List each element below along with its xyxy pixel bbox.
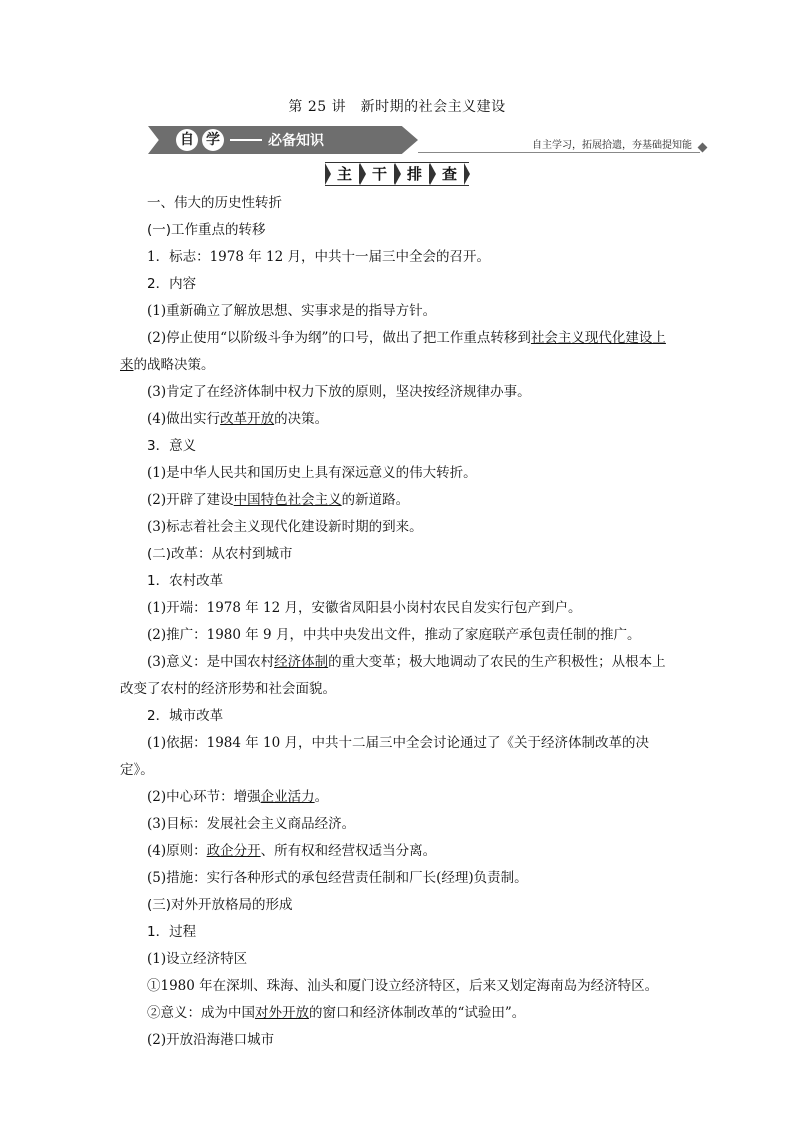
key-term: 社会主义现代化建设上来 [120, 330, 666, 373]
subsection-heading: (一)工作重点的转移 [147, 222, 266, 238]
paragraph [120, 325, 676, 379]
text-run: 。 [314, 789, 329, 805]
subsection-heading: (三)对外开放格局的形成 [147, 897, 293, 913]
section-tags [0, 162, 794, 186]
paragraph: (5)措施：实行各种形式的承包经营责任制和厂长(经理)负责制。 [147, 870, 528, 886]
text-run: 、所有权和经营权适当分离。 [260, 843, 437, 859]
paragraph [120, 649, 676, 703]
text-run: 的新道路。 [341, 492, 410, 508]
text-run: (4)做出实行 [147, 411, 221, 427]
section-banner [148, 126, 708, 156]
paragraph: (3)目标：发展社会主义商品经济。 [147, 816, 356, 832]
paragraph [120, 838, 676, 865]
section-heading: 一、伟大的历史性转折 [147, 195, 282, 211]
page-title: 第 25 讲 新时期的社会主义建设 [288, 99, 506, 115]
text-run: 的重大变革；极大地调动了农民的生产积极性；从根本上改变了农村的经济形势和社会面貌。 [120, 654, 666, 697]
text-run: (2)开辟了建设 [147, 492, 234, 508]
paragraph: 1．标志：1978 年 12 月，中共十一届三中全会的召开。 [147, 249, 490, 265]
paragraph: (1)设立经济特区 [147, 951, 248, 967]
banner-word-study: 学 [202, 129, 224, 151]
banner-dash [230, 139, 262, 141]
banner-subtitle: 必备知识 [268, 133, 324, 149]
item-heading: 3．意义 [147, 438, 197, 454]
subsection-heading: (二)改革：从农村到城市 [147, 546, 293, 562]
text-run: (4)原则： [147, 843, 207, 859]
paragraph: ①1980 年在深圳、珠海、汕头和厦门设立经济特区，后来又划定海南岛为经济特区。 [147, 978, 659, 994]
item-heading: 1．过程 [147, 924, 197, 940]
text-run: 的窗口和经济体制改革的“试验田”。 [309, 1005, 526, 1021]
paragraph: (1)重新确立了解放思想、实事求是的指导方针。 [147, 303, 437, 319]
paragraph: (1)是中华人民共和国历史上具有深远意义的伟大转折。 [147, 465, 477, 481]
banner-word-self: 自 [176, 129, 198, 151]
banner-rule [418, 152, 700, 153]
paragraph: (1)依据：1984 年 10 月，中共十二届三中全会讨论通过了《关于经济体制改革的决定》。 [120, 735, 650, 778]
paragraph: (2)开放沿海港口城市 [147, 1032, 275, 1048]
item-heading: 2．内容 [147, 276, 197, 292]
paragraph [120, 487, 676, 514]
text-run: (2)停止使用“以阶级斗争为纲”的口号，做出了把工作重点转移到 [147, 330, 531, 346]
paragraph [120, 406, 676, 433]
tag-item: 查 [430, 162, 469, 186]
diamond-icon [698, 143, 708, 153]
key-term: 改革开放 [220, 411, 275, 427]
tag-item: 干 [360, 162, 399, 186]
paragraph: (2)推广：1980 年 9 月，中共中央发出文件，推动了家庭联产承包责任制的推广。 [147, 627, 641, 643]
key-term: 政企分开 [206, 843, 261, 859]
paragraph [120, 1000, 676, 1027]
tag-item: 排 [395, 162, 434, 186]
text-run: (3)意义：是中国农村 [147, 654, 275, 670]
item-heading: 2．城市改革 [147, 708, 224, 724]
paragraph: (1)开端：1978 年 12 月，安徽省凤阳县小岗村农民自发实行包产到户。 [147, 600, 582, 616]
text-run: ②意义：成为中国 [147, 1005, 255, 1021]
banner-right-text: 自主学习，拓展拾遗，夯基础提知能 [532, 140, 692, 151]
text-run: 的决策。 [274, 411, 329, 427]
key-term: 对外开放 [255, 1005, 309, 1021]
paragraph: (3)标志着社会主义现代化建设新时期的到来。 [147, 519, 423, 535]
item-heading: 1．农村改革 [147, 573, 224, 589]
key-term: 企业活力 [260, 789, 315, 805]
text-run: 的战略决策。 [133, 357, 215, 373]
key-term: 中国特色社会主义 [233, 492, 342, 508]
text-run: (2)中心环节：增强 [147, 789, 261, 805]
paragraph: (3)肯定了在经济体制中权力下放的原则，坚决按经济规律办事。 [147, 384, 531, 400]
document-body [120, 190, 676, 1054]
paragraph [120, 784, 676, 811]
key-term: 经济体制 [274, 654, 329, 670]
tag-item: 主 [325, 162, 364, 186]
